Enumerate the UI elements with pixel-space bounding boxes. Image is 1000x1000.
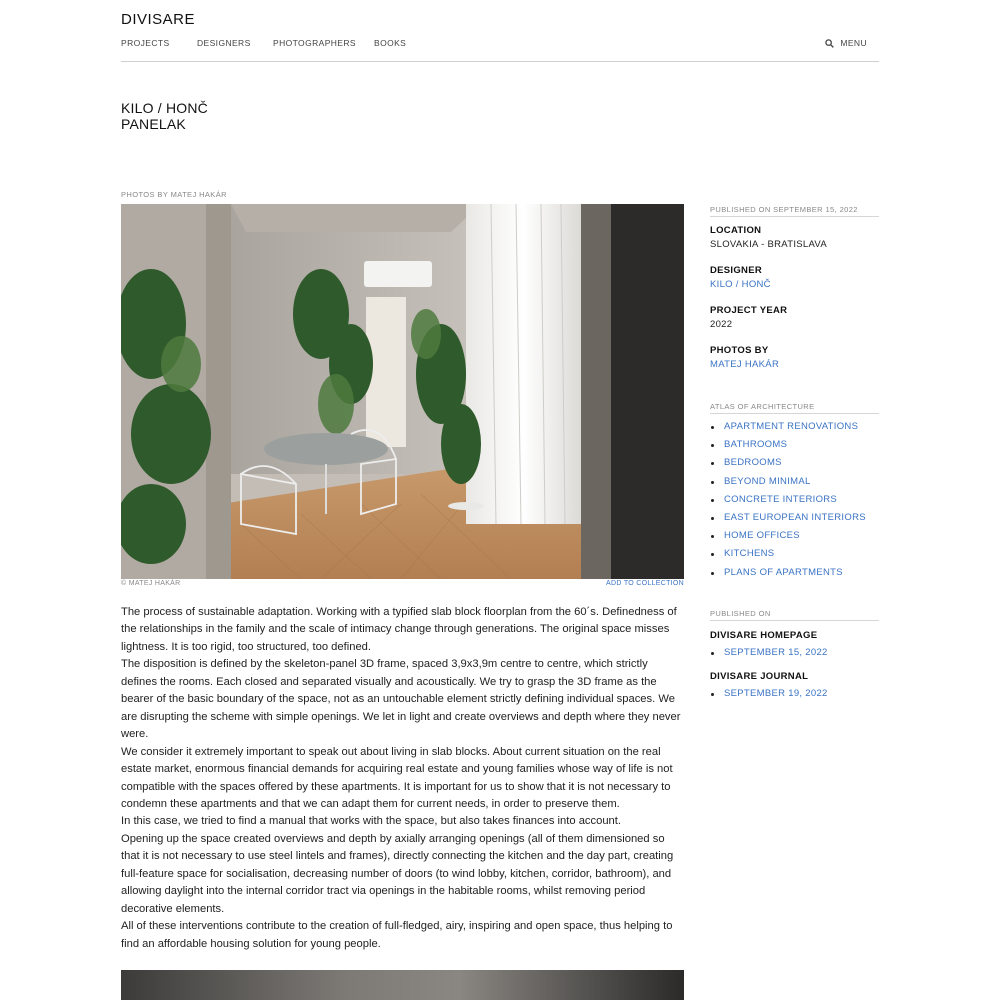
atlas-item[interactable]: HOME OFFICES — [710, 527, 879, 545]
homepage-list — [710, 644, 879, 662]
photos-by-label: PHOTOS BY — [710, 345, 769, 356]
page-title — [121, 100, 208, 132]
header-divider — [121, 61, 879, 62]
paragraph: We consider it extremely important to speak out about living in slab blocks. About current situation on the real estate market, enormous financial demands for acquiring real estate and young families whose way of life is not compatible with the spaces offered by these apartments. It is important for us to show that it is not necessary to condemn these apartments and that we can adapt them for current needs, in order to preserve them. — [121, 745, 673, 810]
title-project: PANELAK — [121, 116, 186, 132]
paragraph: In this case, we tried to find a manual that works with the space, but also takes finances into account. — [121, 815, 621, 828]
article-body — [121, 604, 684, 953]
published-on-label: PUBLISHED ON — [710, 608, 771, 618]
published-date: PUBLISHED ON SEPTEMBER 15, 2022 — [710, 205, 858, 214]
atlas-list — [710, 418, 879, 582]
hero-image[interactable] — [121, 204, 684, 579]
atlas-item[interactable]: BEYOND MINIMAL — [710, 473, 879, 491]
location-value: SLOVAKIA - BRATISLAVA — [710, 239, 827, 250]
location-label: LOCATION — [710, 225, 762, 236]
designer-label: DESIGNER — [710, 265, 763, 276]
hero-photo — [121, 204, 684, 579]
sidebar-divider — [710, 216, 879, 217]
sidebar-divider — [710, 620, 879, 621]
project-sidebar — [710, 205, 879, 703]
search-icon — [825, 39, 834, 48]
paragraph: The process of sustainable adaptation. Working with a typified slab block floorplan from the 60´s. Definedness of the relationships in the family and the scale of intimacy change through generations. The original space misses lightness. It is too rigid, too structured, too defined. — [121, 606, 677, 653]
paragraph: The disposition is defined by the skeleton-panel 3D frame, spaced 3,9x3,9m centre to centre, which strictly defines the rooms. Each closed and separated visually and acoustically. We try to grasp the 3D frame as the bearer of the basic boundary of the space, not as an untouchable element strictly defining individual spaces. We are disrupting the scheme with simple openings. We let in light and create overviews and depth where they never were. — [121, 658, 681, 741]
journal-list — [710, 685, 879, 703]
photographer-link[interactable]: MATEJ HAKÁR — [710, 359, 780, 370]
atlas-item[interactable]: PLANS OF APARTMENTS — [710, 564, 879, 582]
designer-link[interactable]: KILO / HONČ — [710, 279, 771, 290]
image-credit: © MATEJ HAKÁR — [121, 580, 181, 587]
site-logo[interactable]: DIVISARE — [121, 11, 196, 28]
paragraph: All of these interventions contribute to the creation of full-fledged, airy, inspiring and open space, thus helping to find an affordable housing solution for young people. — [121, 920, 673, 950]
nav-designers[interactable]: DESIGNERS — [197, 38, 251, 48]
homepage-date-link[interactable]: SEPTEMBER 15, 2022 — [710, 644, 879, 662]
photo-credit: PHOTOS BY MATEJ HAKÁR — [121, 190, 227, 199]
sidebar-divider — [710, 413, 879, 414]
project-year-label: PROJECT YEAR — [710, 305, 788, 316]
second-image[interactable] — [121, 970, 684, 1000]
atlas-item[interactable]: APARTMENT RENOVATIONS — [710, 418, 879, 436]
atlas-item[interactable]: BEDROOMS — [710, 454, 879, 472]
atlas-item[interactable]: KITCHENS — [710, 545, 879, 563]
title-designer: KILO / HONČ — [121, 100, 208, 116]
paragraph: Opening up the space created overviews and depth by axially arranging openings (all of them dimensioned so that it is not necessary to use steel lintels and frames), directly connecting the kitchen and the day part, creating full-feature space for socialisation, decreasing number of doors (to wind lobby, kitchen, corridor, bathroom), and allowing daylight into the internal corridor tract via openings in the habitable rooms, whilst removing period decorative elements. — [121, 832, 674, 915]
journal-date-link[interactable]: SEPTEMBER 19, 2022 — [710, 685, 879, 703]
menu-label: MENU — [840, 38, 867, 48]
add-to-collection-link[interactable]: ADD TO COLLECTION — [606, 580, 684, 587]
homepage-label: DIVISARE HOMEPAGE — [710, 629, 818, 641]
main-nav — [121, 38, 879, 52]
atlas-label: ATLAS OF ARCHITECTURE — [710, 402, 815, 411]
atlas-item[interactable]: EAST EUROPEAN INTERIORS — [710, 509, 879, 527]
project-year-value: 2022 — [710, 319, 733, 330]
atlas-item[interactable]: BATHROOMS — [710, 436, 879, 454]
nav-projects[interactable]: PROJECTS — [121, 38, 170, 48]
journal-label: DIVISARE JOURNAL — [710, 670, 809, 682]
nav-books[interactable]: BOOKS — [374, 38, 407, 48]
menu-button[interactable] — [825, 38, 867, 48]
nav-photographers[interactable]: PHOTOGRAPHERS — [273, 38, 356, 48]
atlas-item[interactable]: CONCRETE INTERIORS — [710, 491, 879, 509]
